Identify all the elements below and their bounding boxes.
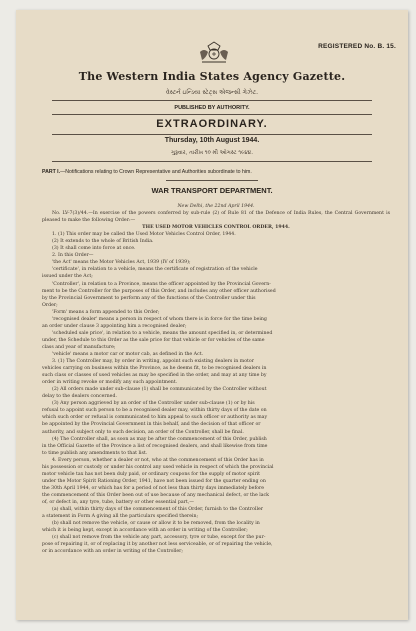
order-line: authority, and subject only to such decision, an order of the Controller, shall be final. [42,429,244,435]
gazette-title-gujarati: વેસ્ટર્ન ઇન્ડિયા સ્ટેટ્સ એજન્સી ગેઝેટ. [165,89,259,96]
order-line: class and year of manufacture; [42,344,116,350]
order-line: (a) shall, within thirty days of the commencement of this Order, furnish to the Controller [52,507,264,513]
order-line: in the Official Gazette of the Province a list of recognised dealers, and shall likewise from time [42,443,268,449]
divider [52,161,372,162]
order-line: or in accordance with an order in writing of the Controller; [42,549,183,555]
order-line: under, the Schedule to this Order as the sale price for that vehicle or for vehicles of the same [42,337,265,343]
order-line: Order; [42,302,58,308]
order-text [42,231,390,555]
order-line: his possession or custody or under his control any used vehicle in respect of which the provincial [42,464,274,470]
gazette-title: The Western India States Agency Gazette. [78,70,346,83]
order-line: order in writing revoke or modify any such appointment. [42,380,178,386]
order-line: delay to the dealers concerned. [42,394,117,400]
order-line: refusal to appoint such person to be a recognised dealer may, within thirty days of the date on [42,408,267,414]
order-line: be appointed by the Provincial Government in this behalf, and the decision of that officer or [42,422,261,428]
order-line: pose of repairing it, or of replacing it by another not less serviceable, or of repairing the vehicle, [42,542,273,548]
published-by-authority: PUBLISHED BY AUTHORITY. [174,105,250,111]
order-line: vehicles carrying on business within the Province, as he deems fit, to be recognised dealers in [42,366,267,372]
notification-body [42,203,390,603]
order-line: 3. (1) The Controller may, by order in writing, appoint such existing dealers in motor [52,359,254,365]
order-line: which such order or refusal is communicated to him appeal to such officer or authority as may [42,415,268,421]
order-line: (4) The Controller shall, as soon as may be after the commencement of this Order, publish [52,436,267,442]
order-line: the commencement of this Order been out of use because of any mechanical defect, or the lack [42,492,269,498]
issue-date-gujarati: ગુરૂવાર, તારીખ ૧૦ મી ઓગસ્ટ ૧૯૪૪. [171,150,253,156]
order-line: 'recognised dealer' means a person in respect of whom there is in force for the time being [52,316,267,322]
order-line: 'vehicle' means a motor car or motor cab, as defined in the Act. [52,351,204,357]
order-line: the 30th April 1944, or which has for a period of not less than thirty days immediately before [42,485,265,491]
order-line: a statement in Form A giving all the particulars specified therein; [42,514,199,520]
order-line: (2) All orders made under sub-clause (1) shall be communicated by the Controller without [52,387,267,393]
order-line: by the Provincial Government to perform any of the functions of the Controller under this [42,295,256,301]
order-line: 'the Act' means the Motor Vehicles Act, 1939 (IV of 1939); [52,260,191,266]
order-line: (b) shall not remove the vehicle, or cause or allow it to be removed, from the locality in [52,521,260,527]
order-line: to time publish any amendments to that list. [42,450,148,456]
order-line: (3) It shall come into force at once. [52,246,136,252]
divider [166,180,258,181]
order-line: an order under clause 3 appointing him a recognised dealer; [42,323,187,329]
order-line: (c) shall not remove from the vehicle any part, accessory, tyre or tube, except for the pur- [52,535,266,541]
order-line: ment to be the Controller for the purposes of this Order, and includes any other officer authorised [42,288,276,294]
part-text: —Notifications relating to Crown Representative and Authorities subordinate to him. [60,169,252,175]
part-heading [42,169,392,175]
place-date: New Delhi, the 22nd April 1944. [177,204,255,209]
notification-intro: No. LV-7(3)/44.—In exercise of the powers conferred by sub-rule (2) of Rule 81 of the Defence of India Rules, the Central Government is pleased to make the following Order:— [42,211,390,224]
order-line: under the Motor Spirit Rationing Order, 1941, have not been issued for the quarter ending on [42,478,266,484]
order-line: issued under the Act; [42,274,93,280]
royal-crest-icon [194,40,234,66]
order-line: 'Form' means a form appended to this Order; [52,309,160,315]
order-line: which it is being kept, except in accordance with an order in writing of the Controller; [42,528,248,534]
divider [52,100,372,101]
gazette-page [16,10,408,620]
edition-label: EXTRAORDINARY. [156,118,268,130]
part-label: PART I. [42,169,61,175]
order-line: 'Controller', in relation to a Province, means the officer appointed by the Provincial Govern- [52,281,271,287]
divider [52,114,372,115]
registration-number: REGISTERED No. B. 15. [318,43,396,50]
order-line: (3) Any person aggrieved by an order of the Controller under sub-clause (1) or by his [52,401,255,407]
order-title: THE USED MOTOR VEHICLES CONTROL ORDER, 1944. [142,225,290,231]
order-line: 'scheduled sale price', in relation to a vehicle, means the amount specified in, or determined [52,330,273,336]
order-line: of, or defect in, any tyre, tube, battery or other essential part,— [42,499,194,505]
divider [52,134,372,135]
order-line: motor vehicle tax has not been duly paid, or ordinary coupons for the supply of motor spirit [42,471,261,477]
department-title: WAR TRANSPORT DEPARTMENT. [151,186,273,195]
order-line: 'certificate', in relation to a vehicle, means the certificate of registration of the vehicle [52,267,258,273]
order-line: such class or classes of used vehicles as may be specified in the order, and may at any time by [42,373,267,379]
issue-date: Thursday, 10th August 1944. [164,137,260,144]
order-line: (2) It extends to the whole of British India. [52,239,154,245]
order-line: 4. Every person, whether a dealer or not, who at the commencement of this Order has in [52,457,264,463]
order-line: 1. (1) This order may be called the Used Motor Vehicles Control Order, 1944. [52,232,236,238]
order-line: 2. In this Order— [52,253,94,259]
